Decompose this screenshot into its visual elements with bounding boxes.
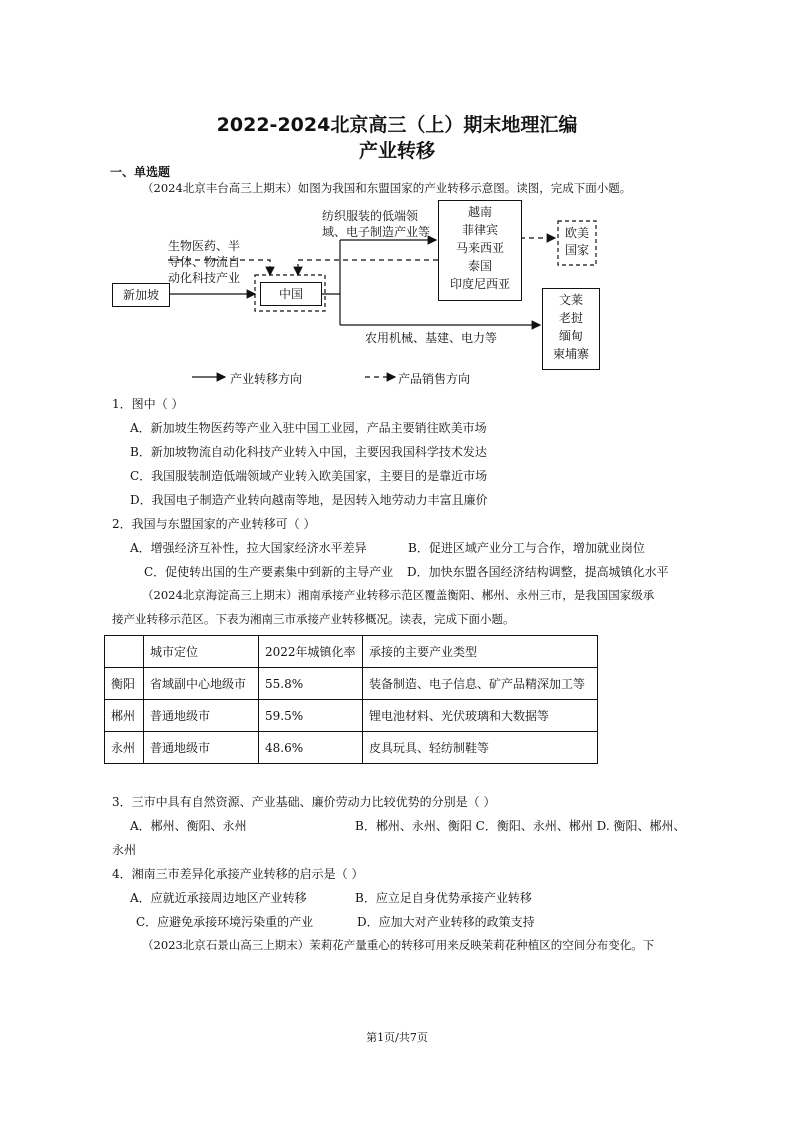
table-cell: 55.8%: [259, 668, 363, 700]
page-title: 2022-2024北京高三（上）期末地理汇编: [216, 114, 578, 136]
table-cell: 锂电池材料、光伏玻璃和大数据等: [363, 700, 598, 732]
asean-country: 菲律宾: [461, 223, 498, 237]
table-cell: 59.5%: [259, 700, 363, 732]
table-header-row: [105, 636, 598, 668]
table-cell: 普通地级市: [144, 700, 259, 732]
q3-option-d-continued: 永州: [112, 843, 137, 857]
table-header-cell: [105, 636, 144, 668]
intro-text-2-line-1: （2024北京海淀高三上期末）湘南承接产业转移示范区覆盖衡阳、郴州、永州三市，是我国国家级承: [142, 588, 655, 602]
textile-label-2: 域、电子制造产业等: [322, 225, 431, 239]
q4-option-c: C．应避免承接环境污染重的产业: [136, 915, 314, 929]
asean-country: 马来西亚: [455, 241, 504, 255]
asean-country: 泰国: [467, 259, 492, 273]
q4-option-d: D．应加大对产业转移的政策支持: [357, 915, 535, 929]
agri-label: 农用机械、基建、电力等: [365, 331, 498, 345]
euro-us-box: [558, 225, 596, 259]
table-cell: 皮具玩具、轻纺制鞋等: [363, 732, 598, 764]
table-cell: 装备制造、电子信息、矿产品精深加工等: [363, 668, 598, 700]
bio-label-2: 导体、物流自: [168, 255, 241, 269]
table-cell: 郴州: [105, 700, 144, 732]
table-header-cell: 2022年城镇化率: [259, 636, 363, 668]
q4-stem: 4．湘南三市差异化承接产业转移的启示是（ ）: [112, 867, 364, 881]
table-cell: 省域副中心地级市: [144, 668, 259, 700]
china-box: 中国: [260, 282, 322, 306]
intro-text-3: （2023北京石景山高三上期末）茉莉花产量重心的转移可用来反映茉莉花种植区的空间分布变化。下: [142, 938, 655, 952]
asean-group-1-box: [438, 200, 522, 301]
asean-group-2-box: [542, 288, 600, 370]
q3-options-bcd: B．郴州、永州、衡阳 C．衡阳、永州、郴州 D. 衡阳、郴州、: [355, 819, 686, 833]
legend-transfer: 产业转移方向: [230, 372, 303, 386]
legend-sales: 产品销售方向: [398, 372, 471, 386]
q4-option-b: B．应立足自身优势承接产业转移: [355, 891, 532, 905]
q1-option-c: C．我国服装制造低端领域产业转入欧美国家，主要目的是靠近市场: [130, 469, 488, 483]
table-header-cell: 承接的主要产业类型: [363, 636, 598, 668]
q3-stem: 3．三市中具有自然资源、产业基础、廉价劳动力比较优势的分别是（ ）: [112, 795, 496, 809]
industry-transfer-diagram: [100, 195, 620, 395]
table-row: [105, 668, 598, 700]
q3-option-a: A．郴州、衡阳、永州: [130, 819, 247, 833]
table-cell: 普通地级市: [144, 732, 259, 764]
q2-option-a: A．增强经济互补性，拉大国家经济水平差异: [130, 541, 367, 555]
page-subtitle: 产业转移: [358, 140, 435, 162]
asean-country: 缅甸: [558, 329, 583, 343]
textile-label-1: 纺织服装的低端领: [322, 209, 419, 223]
euro-us-label-2: 国家: [564, 243, 589, 257]
q2-option-d: D．加快东盟各国经济结构调整，提高城镇化水平: [407, 565, 669, 579]
q1-option-d: D．我国电子制造产业转向越南等地，是因转入地劳动力丰富且廉价: [130, 493, 488, 507]
asean-country: 文莱: [558, 293, 583, 307]
section-heading: 一、单选题: [110, 165, 171, 179]
intro-text-1: （2024北京丰台高三上期末）如图为我国和东盟国家的产业转移示意图。读图，完成下面小题。: [142, 181, 632, 195]
asean-country: 柬埔寨: [552, 347, 589, 361]
table-row: [105, 732, 598, 764]
q1-stem: 1．图中（ ）: [112, 397, 184, 411]
page-footer: 第1页/共7页: [366, 1031, 428, 1044]
bio-label-1: 生物医药、半: [168, 239, 241, 253]
intro-text-2-line-2: 接产业转移示范区。下表为湘南三市承接产业转移概况。读表，完成下面小题。: [112, 612, 515, 626]
singapore-box: 新加坡: [112, 283, 170, 307]
q2-option-b: B．促进区域产业分工与合作，增加就业岗位: [408, 541, 645, 555]
table-cell: 永州: [105, 732, 144, 764]
euro-us-label-1: 欧美: [564, 226, 589, 240]
city-table: [104, 635, 598, 764]
q2-stem: 2．我国与东盟国家的产业转移可（ ）: [112, 517, 316, 531]
table-header-cell: 城市定位: [144, 636, 259, 668]
bio-label-3: 动化科技产业: [168, 271, 241, 285]
q1-option-b: B．新加坡物流自动化科技产业转入中国，主要因我国科学技术发达: [130, 445, 487, 459]
table-row: [105, 700, 598, 732]
q4-option-a: A．应就近承接周边地区产业转移: [130, 891, 307, 905]
table-cell: 衡阳: [105, 668, 144, 700]
asean-country: 老挝: [558, 311, 583, 325]
asean-country: 越南: [467, 205, 492, 219]
asean-country: 印度尼西亚: [449, 277, 510, 291]
q1-option-a: A．新加坡生物医药等产业入驻中国工业园，产品主要销往欧美市场: [130, 421, 487, 435]
q2-option-c: C．促使转出国的生产要素集中到新的主导产业: [144, 565, 394, 579]
table-cell: 48.6%: [259, 732, 363, 764]
